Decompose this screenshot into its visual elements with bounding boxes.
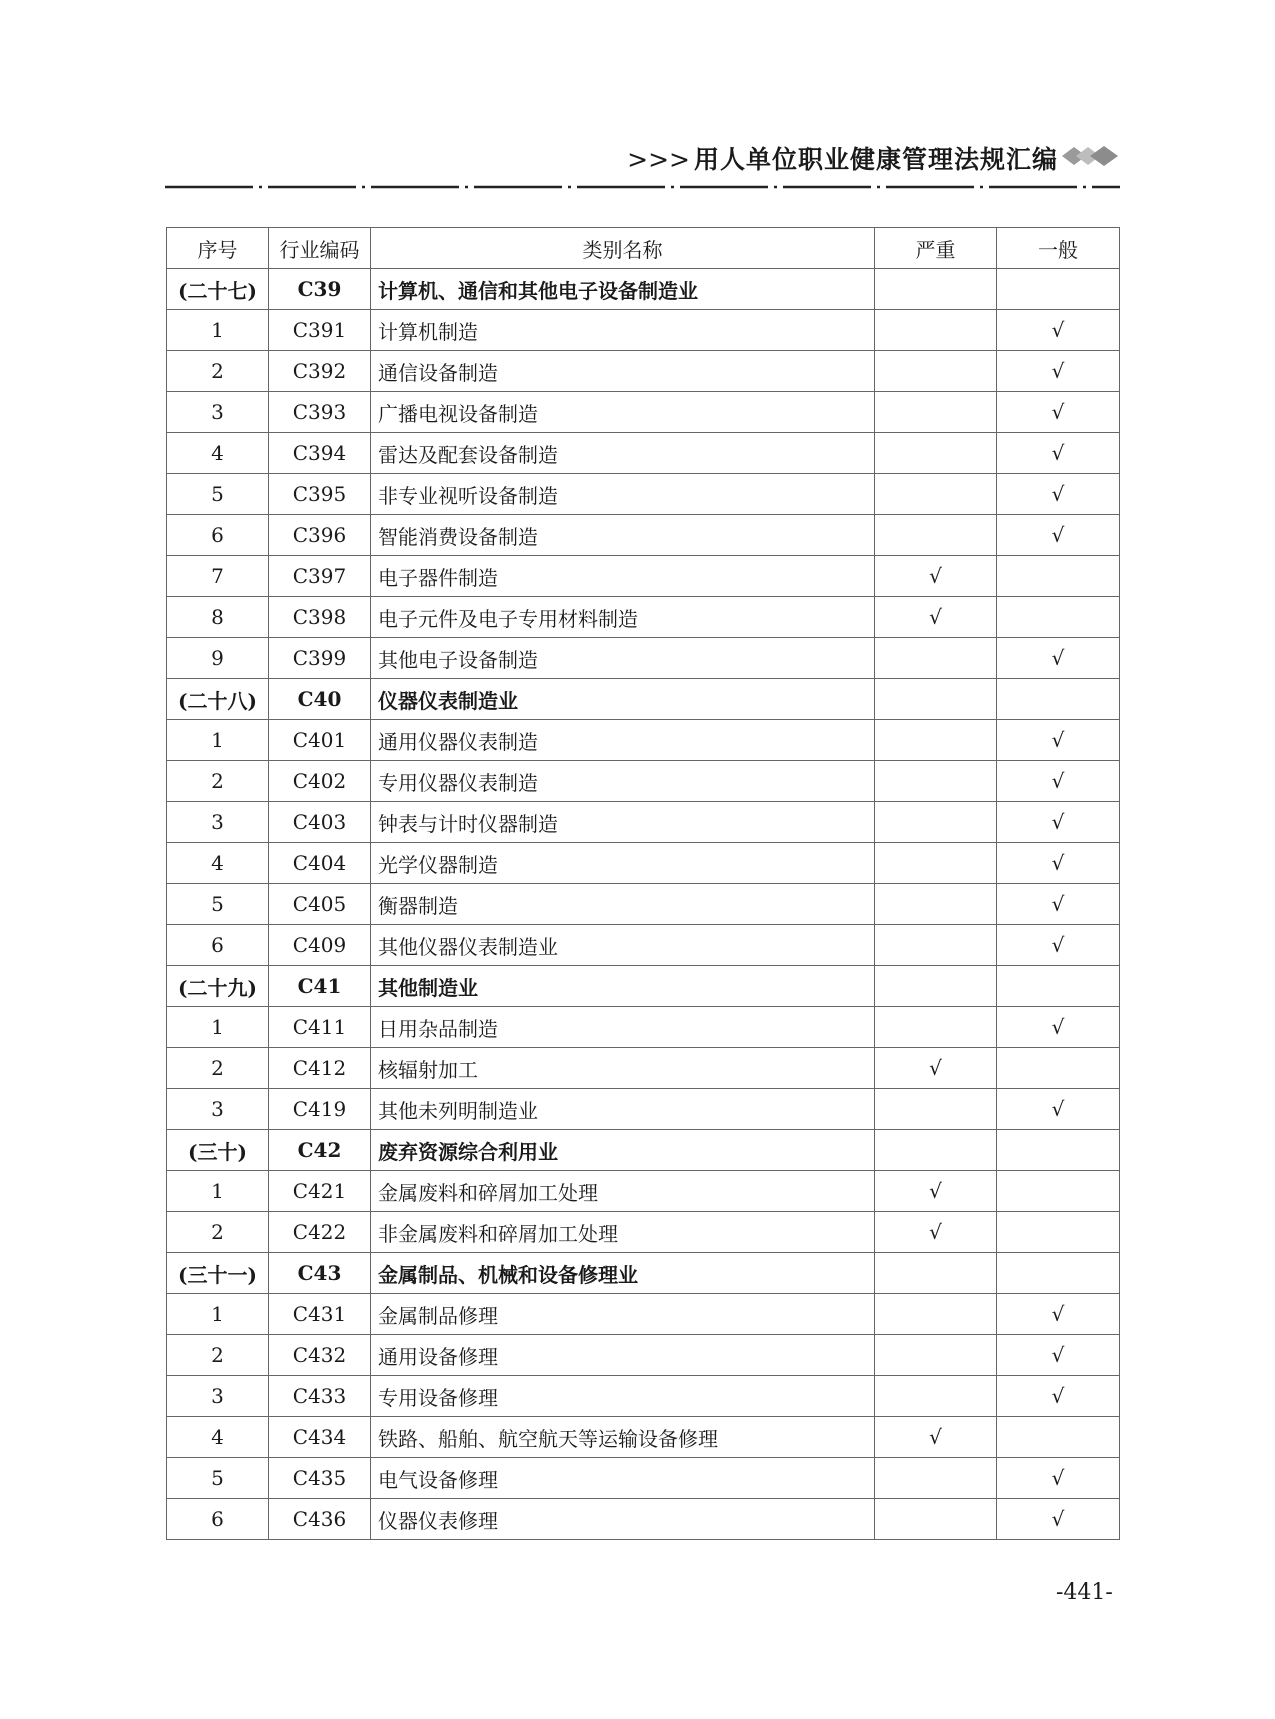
cell-seq: 9: [167, 638, 269, 679]
cell-code: C435: [269, 1458, 371, 1499]
cell-code: C43: [269, 1253, 371, 1294]
page-number: -441-: [1056, 1580, 1113, 1605]
table-row: [167, 433, 1120, 474]
cell-name: 电子器件制造: [371, 556, 875, 597]
cell-name: 专用设备修理: [371, 1376, 875, 1417]
table-row: [167, 1376, 1120, 1417]
cell-severe: [875, 1089, 997, 1130]
cell-name: 铁路、船舶、航空航天等运输设备修理: [371, 1417, 875, 1458]
cell-code: C436: [269, 1499, 371, 1540]
cell-severe: [875, 1130, 997, 1171]
cell-general: √: [997, 638, 1120, 679]
table-row: [167, 1089, 1120, 1130]
cell-severe: [875, 392, 997, 433]
cell-severe: [875, 1253, 997, 1294]
cell-seq: 5: [167, 884, 269, 925]
industry-classification-table: [166, 227, 1120, 1540]
cell-seq: 6: [167, 1499, 269, 1540]
table-row: [167, 1499, 1120, 1540]
cell-code: C397: [269, 556, 371, 597]
cell-severe: [875, 474, 997, 515]
cell-general: [997, 269, 1120, 310]
cell-general: √: [997, 474, 1120, 515]
cell-code: C391: [269, 310, 371, 351]
cell-general: √: [997, 843, 1120, 884]
cell-code: C42: [269, 1130, 371, 1171]
table-group-row: [167, 1253, 1120, 1294]
cell-severe: [875, 802, 997, 843]
cell-code: C412: [269, 1048, 371, 1089]
cell-severe: [875, 1007, 997, 1048]
cell-general: [997, 1171, 1120, 1212]
cell-seq: (三十一): [167, 1253, 269, 1294]
cell-general: √: [997, 351, 1120, 392]
table-row: [167, 515, 1120, 556]
cell-code: C432: [269, 1335, 371, 1376]
cell-code: C433: [269, 1376, 371, 1417]
cell-seq: 1: [167, 1171, 269, 1212]
cell-general: √: [997, 392, 1120, 433]
cell-name: 电子元件及电子专用材料制造: [371, 597, 875, 638]
table-row: [167, 310, 1120, 351]
cell-severe: [875, 515, 997, 556]
cell-general: [997, 1212, 1120, 1253]
cell-severe: √: [875, 1048, 997, 1089]
cell-general: √: [997, 925, 1120, 966]
cell-seq: 4: [167, 433, 269, 474]
cell-code: C398: [269, 597, 371, 638]
cell-seq: 8: [167, 597, 269, 638]
cell-name: 金属制品修理: [371, 1294, 875, 1335]
cell-seq: 4: [167, 1417, 269, 1458]
cell-seq: (三十): [167, 1130, 269, 1171]
cell-name: 金属制品、机械和设备修理业: [371, 1253, 875, 1294]
table-row: [167, 556, 1120, 597]
cell-code: C421: [269, 1171, 371, 1212]
cell-name: 计算机制造: [371, 310, 875, 351]
cell-seq: 1: [167, 720, 269, 761]
cell-code: C404: [269, 843, 371, 884]
table-row: [167, 1335, 1120, 1376]
cell-code: C434: [269, 1417, 371, 1458]
cell-severe: [875, 966, 997, 1007]
cell-general: √: [997, 1335, 1120, 1376]
cell-general: √: [997, 310, 1120, 351]
cell-severe: [875, 310, 997, 351]
cell-code: C41: [269, 966, 371, 1007]
cell-severe: [875, 1294, 997, 1335]
cell-name: 通信设备制造: [371, 351, 875, 392]
table-row: [167, 1007, 1120, 1048]
cell-name: 通用设备修理: [371, 1335, 875, 1376]
cell-code: C395: [269, 474, 371, 515]
cell-name: 金属废料和碎屑加工处理: [371, 1171, 875, 1212]
cell-code: C399: [269, 638, 371, 679]
cell-code: C392: [269, 351, 371, 392]
cell-code: C39: [269, 269, 371, 310]
cell-name: 非专业视听设备制造: [371, 474, 875, 515]
cell-severe: [875, 679, 997, 720]
cell-seq: 4: [167, 843, 269, 884]
table-row: [167, 638, 1120, 679]
cell-name: 废弃资源综合利用业: [371, 1130, 875, 1171]
cell-general: √: [997, 884, 1120, 925]
cell-general: √: [997, 1007, 1120, 1048]
table-row: [167, 1294, 1120, 1335]
table-row: [167, 351, 1120, 392]
cell-code: C431: [269, 1294, 371, 1335]
cell-general: √: [997, 761, 1120, 802]
cell-name: 核辐射加工: [371, 1048, 875, 1089]
cell-severe: [875, 925, 997, 966]
cell-name: 衡器制造: [371, 884, 875, 925]
cell-seq: 5: [167, 474, 269, 515]
column-header-code: 行业编码: [269, 228, 371, 269]
cell-name: 电气设备修理: [371, 1458, 875, 1499]
cell-severe: √: [875, 556, 997, 597]
column-header-severe: 严重: [875, 228, 997, 269]
cell-general: √: [997, 515, 1120, 556]
cell-seq: 2: [167, 1212, 269, 1253]
book-title-text: 用人单位职业健康管理法规汇编: [693, 145, 1058, 174]
cell-general: [997, 966, 1120, 1007]
cell-seq: 1: [167, 1007, 269, 1048]
cell-severe: √: [875, 1212, 997, 1253]
cell-seq: (二十七): [167, 269, 269, 310]
cell-name: 光学仪器制造: [371, 843, 875, 884]
table-row: [167, 1417, 1120, 1458]
cell-seq: (二十九): [167, 966, 269, 1007]
table-row: [167, 597, 1120, 638]
cell-severe: [875, 720, 997, 761]
cell-severe: [875, 843, 997, 884]
cell-code: C403: [269, 802, 371, 843]
cell-name: 计算机、通信和其他电子设备制造业: [371, 269, 875, 310]
table-group-row: [167, 269, 1120, 310]
table-row: [167, 474, 1120, 515]
cell-seq: 2: [167, 761, 269, 802]
cell-code: C393: [269, 392, 371, 433]
cell-name: 雷达及配套设备制造: [371, 433, 875, 474]
cell-general: [997, 1417, 1120, 1458]
table-row: [167, 802, 1120, 843]
cell-general: √: [997, 1458, 1120, 1499]
column-header-seq: 序号: [167, 228, 269, 269]
cell-seq: (二十八): [167, 679, 269, 720]
cell-seq: 1: [167, 1294, 269, 1335]
header-rule: [165, 182, 1120, 192]
table-row: [167, 843, 1120, 884]
cell-name: 广播电视设备制造: [371, 392, 875, 433]
cell-seq: 1: [167, 310, 269, 351]
cell-name: 智能消费设备制造: [371, 515, 875, 556]
table-row: [167, 720, 1120, 761]
cell-general: √: [997, 1499, 1120, 1540]
table-row: [167, 1458, 1120, 1499]
cell-code: C402: [269, 761, 371, 802]
cell-general: √: [997, 1294, 1120, 1335]
cell-severe: [875, 351, 997, 392]
cell-severe: [875, 1376, 997, 1417]
cell-code: C419: [269, 1089, 371, 1130]
table-row: [167, 1171, 1120, 1212]
cell-severe: √: [875, 1417, 997, 1458]
cell-code: C401: [269, 720, 371, 761]
cell-code: C422: [269, 1212, 371, 1253]
table-group-row: [167, 1130, 1120, 1171]
cell-seq: 2: [167, 351, 269, 392]
cell-code: C411: [269, 1007, 371, 1048]
cell-seq: 5: [167, 1458, 269, 1499]
cell-name: 其他仪器仪表制造业: [371, 925, 875, 966]
cell-name: 非金属废料和碎屑加工处理: [371, 1212, 875, 1253]
cell-name: 仪器仪表修理: [371, 1499, 875, 1540]
table-group-row: [167, 679, 1120, 720]
cell-severe: [875, 884, 997, 925]
cell-name: 通用仪器仪表制造: [371, 720, 875, 761]
cell-severe: √: [875, 597, 997, 638]
cell-severe: √: [875, 1171, 997, 1212]
cell-general: [997, 597, 1120, 638]
cell-severe: [875, 638, 997, 679]
cell-seq: 3: [167, 802, 269, 843]
cell-severe: [875, 1335, 997, 1376]
cell-name: 日用杂品制造: [371, 1007, 875, 1048]
cell-name: 钟表与计时仪器制造: [371, 802, 875, 843]
table-row: [167, 925, 1120, 966]
table-group-row: [167, 966, 1120, 1007]
cell-code: C394: [269, 433, 371, 474]
cell-name: 专用仪器仪表制造: [371, 761, 875, 802]
table-header-row: [167, 228, 1120, 269]
cell-name: 其他制造业: [371, 966, 875, 1007]
cell-name: 其他电子设备制造: [371, 638, 875, 679]
header-arrows: >>>: [627, 145, 690, 174]
cell-severe: [875, 761, 997, 802]
running-header: [165, 140, 1120, 200]
cell-general: [997, 556, 1120, 597]
cell-seq: 2: [167, 1335, 269, 1376]
cell-severe: [875, 433, 997, 474]
cell-general: √: [997, 802, 1120, 843]
table-row: [167, 1212, 1120, 1253]
book-title: [627, 140, 1058, 176]
diamond-ornament-icon: [1060, 144, 1120, 168]
column-header-general: 一般: [997, 228, 1120, 269]
cell-code: C396: [269, 515, 371, 556]
cell-severe: [875, 1499, 997, 1540]
table-body: [167, 269, 1120, 1540]
cell-seq: 6: [167, 515, 269, 556]
table-row: [167, 1048, 1120, 1089]
cell-general: √: [997, 433, 1120, 474]
cell-seq: 2: [167, 1048, 269, 1089]
column-header-name: 类别名称: [371, 228, 875, 269]
cell-general: [997, 1130, 1120, 1171]
cell-severe: [875, 269, 997, 310]
cell-general: [997, 679, 1120, 720]
cell-name: 仪器仪表制造业: [371, 679, 875, 720]
table-row: [167, 761, 1120, 802]
cell-code: C40: [269, 679, 371, 720]
cell-general: √: [997, 720, 1120, 761]
cell-seq: 3: [167, 1376, 269, 1417]
cell-general: [997, 1253, 1120, 1294]
cell-general: √: [997, 1376, 1120, 1417]
cell-code: C405: [269, 884, 371, 925]
cell-general: [997, 1048, 1120, 1089]
cell-seq: 3: [167, 392, 269, 433]
cell-name: 其他未列明制造业: [371, 1089, 875, 1130]
table-row: [167, 392, 1120, 433]
cell-seq: 7: [167, 556, 269, 597]
cell-general: √: [997, 1089, 1120, 1130]
cell-seq: 6: [167, 925, 269, 966]
cell-seq: 3: [167, 1089, 269, 1130]
cell-code: C409: [269, 925, 371, 966]
table-row: [167, 884, 1120, 925]
cell-severe: [875, 1458, 997, 1499]
